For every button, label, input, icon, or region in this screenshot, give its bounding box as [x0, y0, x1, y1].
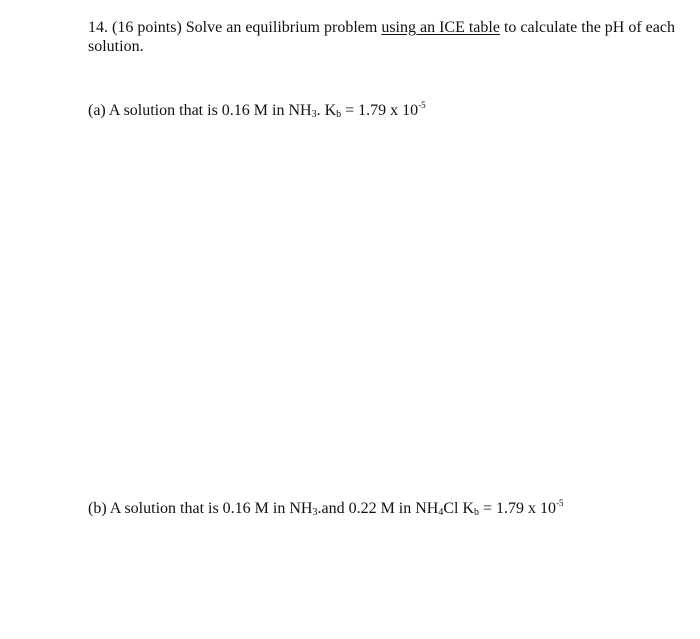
- part-a-exponent: -5: [418, 100, 426, 110]
- part-b-middle-text: .and 0.22 M in NH: [317, 500, 439, 517]
- question-header: [88, 18, 678, 56]
- part-b-nh3-subscript: 3: [312, 507, 318, 518]
- part-b-exponent: -5: [556, 498, 564, 508]
- question-points: (16 points): [112, 19, 182, 36]
- part-a-kb-value: = 1.79 x 10: [341, 102, 419, 119]
- part-b-text: A solution that is 0.16 M in NH: [109, 500, 313, 517]
- part-b-label: (b): [88, 500, 107, 517]
- part-b-kb-value: = 1.79 x 10: [479, 500, 557, 517]
- question-text-end: to calculate the pH of each solution.: [88, 19, 675, 55]
- part-b-kb-text: Cl K: [443, 500, 475, 517]
- question-text-start: Solve an equilibrium problem: [185, 19, 378, 36]
- question-underlined-text: using an ICE table: [381, 19, 500, 36]
- question-number: 14.: [88, 19, 108, 36]
- part-a-kb-subscript: b: [336, 109, 342, 120]
- part-a-prompt: [88, 101, 426, 120]
- part-b-kb-subscript: b: [474, 507, 480, 518]
- part-a-text: A solution that is 0.16 M in NH: [108, 102, 312, 119]
- part-b-nh4-subscript: 4: [438, 507, 444, 518]
- part-b-prompt: [88, 499, 564, 518]
- part-a-nh3-subscript: 3: [311, 109, 317, 120]
- part-a-kb-text: . K: [316, 102, 337, 119]
- part-a-label: (a): [88, 102, 106, 119]
